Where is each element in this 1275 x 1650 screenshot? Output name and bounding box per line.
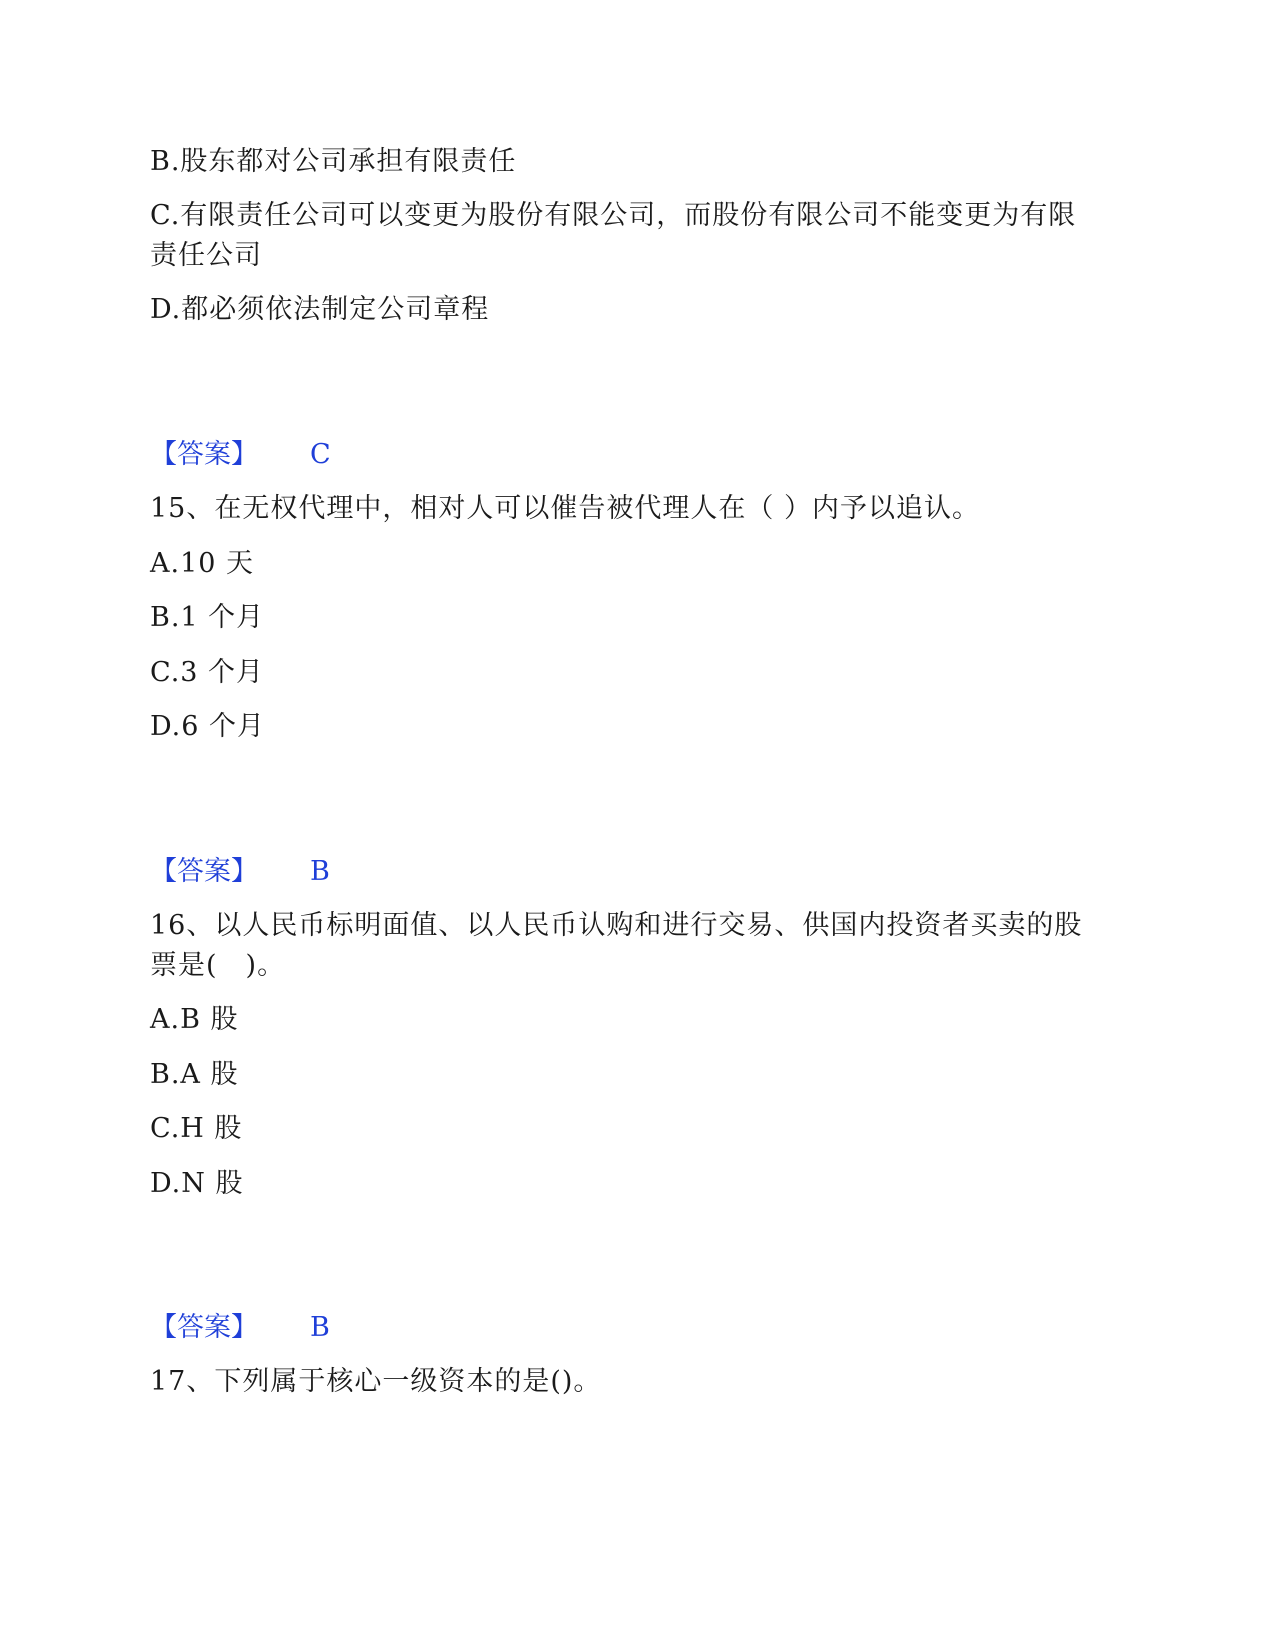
- answer-value: B: [310, 1312, 330, 1343]
- answer-value: C: [310, 439, 331, 470]
- q15-option-a: A.10 天: [150, 548, 255, 579]
- answer-value: B: [310, 856, 330, 887]
- q16-stem: 16、以人民币标明面值、以人民币认购和进行交易、供国内投资者买卖的股: [150, 910, 1083, 941]
- q16-option-b: B.A 股: [150, 1059, 239, 1090]
- q15-option-c: C.3 个月: [150, 657, 265, 688]
- q14-option-c: C.有限责任公司可以变更为股份有限公司，而股份有限公司不能变更为有限: [150, 200, 1077, 231]
- q16-answer: [150, 1308, 330, 1348]
- q14-answer: [150, 435, 331, 475]
- answer-label: 【答案】: [150, 1312, 258, 1343]
- q14-option-c-continued: 责任公司: [150, 240, 262, 271]
- q15-option-d: D.6 个月: [150, 711, 266, 742]
- q15-stem: 15、在无权代理中，相对人可以催告被代理人在（ ）内予以追认。: [150, 493, 980, 524]
- q16-option-c: C.H 股: [150, 1113, 243, 1144]
- q15-option-b: B.1 个月: [150, 602, 265, 633]
- q16-stem-continued: 票是( )。: [150, 950, 286, 981]
- q16-option-d: D.N 股: [150, 1168, 244, 1199]
- answer-label: 【答案】: [150, 439, 258, 470]
- q16-option-a: A.B 股: [150, 1004, 239, 1035]
- q15-answer: [150, 852, 330, 892]
- q17-stem: 17、下列属于核心一级资本的是()。: [150, 1366, 602, 1397]
- q14-option-b: B.股东都对公司承担有限责任: [150, 146, 517, 177]
- q14-option-d: D.都必须依法制定公司章程: [150, 294, 490, 325]
- answer-label: 【答案】: [150, 856, 258, 887]
